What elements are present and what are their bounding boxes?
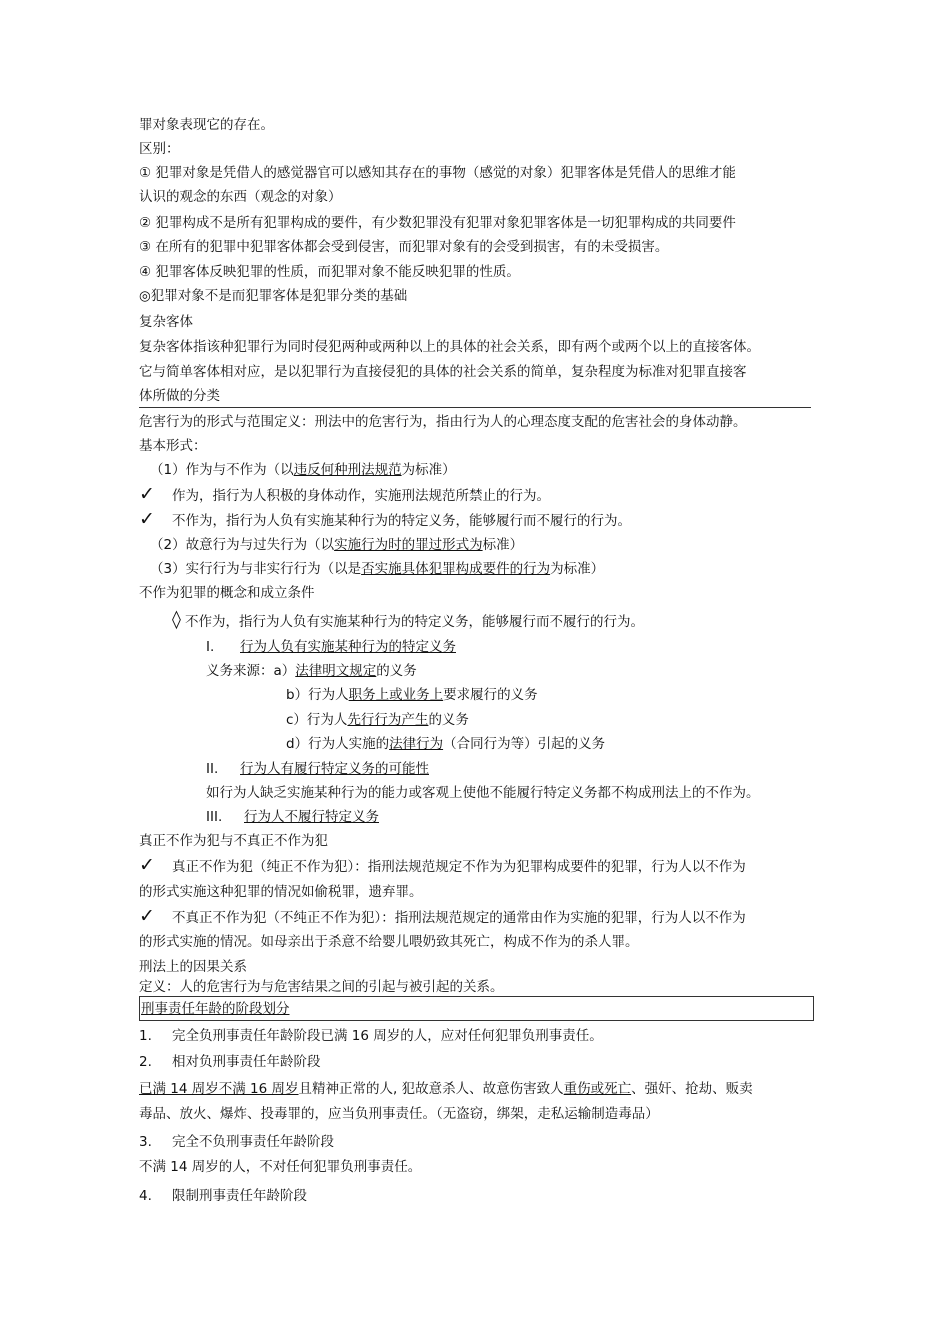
- text-line: ② 犯罪构成不是所有犯罪构成的要件，有少数犯罪没有犯罪对象犯罪客体是一切犯罪构成的共同要件: [139, 215, 736, 231]
- diamond-icon: ◊: [172, 609, 181, 630]
- text-line: 已满 14 周岁不满 16 周岁且精神正常的人, 犯故意杀人、故意伤害致人重伤或死亡、强奸、抢劫、贩卖: [139, 1081, 753, 1097]
- checkmark-icon: ✓: [139, 483, 155, 505]
- text-line: （1）作为与不作为（以违反何种刑法规范为标准）: [150, 462, 456, 478]
- text-line: 罪对象表现它的存在。: [139, 117, 274, 133]
- text-line: 真正不作为犯（纯正不作为犯）：指刑法规范规定不作为为犯罪构成要件的犯罪，行为人以不作为: [172, 859, 746, 875]
- text-line: 不满 14 周岁的人，不对任何犯罪负刑事责任。: [139, 1159, 422, 1175]
- text-line: 的形式实施这种犯罪的情况如偷税罪，遗弃罪。: [139, 884, 423, 900]
- list-item: 相对负刑事责任年龄阶段: [172, 1054, 321, 1070]
- list-marker: II.: [206, 761, 219, 777]
- text-line: c）行为人先行行为产生的义务: [286, 712, 469, 728]
- checkmark-icon: ✓: [139, 508, 155, 530]
- section-heading: 不作为犯罪的概念和成立条件: [139, 585, 315, 601]
- section-heading: 刑事责任年龄的阶段划分: [141, 1001, 290, 1017]
- list-item: 限制刑事责任年龄阶段: [172, 1188, 307, 1204]
- section-heading: 复杂客体: [139, 314, 193, 330]
- text-line: 义务来源：a）法律明文规定的义务: [206, 663, 417, 679]
- text-line: 作为，指行为人积极的身体动作，实施刑法规范所禁止的行为。: [172, 488, 550, 504]
- list-item: 完全负刑事责任年龄阶段已满 16 周岁的人，应对任何犯罪负刑事责任。: [172, 1028, 603, 1044]
- text-line: ◎犯罪对象不是而犯罪客体是犯罪分类的基础: [139, 288, 408, 304]
- text-line: 它与简单客体相对应，是以犯罪行为直接侵犯的具体的社会关系的简单，复杂程度为标准对犯罪直接客: [139, 364, 747, 380]
- list-marker: III.: [206, 809, 223, 825]
- list-item: 完全不负刑事责任年龄阶段: [172, 1134, 334, 1150]
- section-heading: 真正不作为犯与不真正不作为犯: [139, 833, 328, 849]
- text-line: （2）故意行为与过失行为（以实施行为时的罪过形式为标准）: [150, 537, 524, 553]
- text-line: 区别：: [139, 141, 180, 157]
- divider: [139, 407, 811, 408]
- text-line: 复杂客体指该种犯罪行为同时侵犯两种或两种以上的具体的社会关系，即有两个或两个以上的直接客体。: [139, 339, 760, 355]
- text-line: 不真正不作为犯（不纯正不作为犯）：指刑法规范规定的通常由作为实施的犯罪，行为人以不作为: [172, 910, 746, 926]
- list-marker: 3.: [139, 1134, 152, 1150]
- text-line: ③ 在所有的犯罪中犯罪客体都会受到侵害，而犯罪对象有的会受到损害，有的未受损害。: [139, 239, 669, 255]
- text-line: ④ 犯罪客体反映犯罪的性质，而犯罪对象不能反映犯罪的性质。: [139, 264, 520, 280]
- checkmark-icon: ✓: [139, 854, 155, 876]
- text-line: 的形式实施的情况。如母亲出于杀意不给婴儿喂奶致其死亡，构成不作为的杀人罪。: [139, 934, 639, 950]
- list-item: 行为人有履行特定义务的可能性: [240, 761, 429, 777]
- text-line: 不作为，指行为人负有实施某种行为的特定义务，能够履行而不履行的行为。: [172, 513, 631, 529]
- list-marker: 2.: [139, 1054, 152, 1070]
- text-line: 不作为，指行为人负有实施某种行为的特定义务，能够履行而不履行的行为。: [185, 614, 644, 630]
- text-line: 毒品、放火、爆炸、投毒罪的，应当负刑事责任。（无盗窃，绑架，走私运输制造毒品）: [139, 1106, 659, 1122]
- text-line: 危害行为的形式与范围定义：刑法中的危害行为，指由行为人的心理态度支配的危害社会的身体动静。: [139, 414, 747, 430]
- text-line: b）行为人职务上或业务上要求履行的义务: [286, 687, 538, 703]
- list-item: 行为人不履行特定义务: [244, 809, 379, 825]
- list-marker: 1.: [139, 1028, 152, 1044]
- text-line: ① 犯罪对象是凭借人的感觉器官可以感知其存在的事物（感觉的对象）犯罪客体是凭借人的思维才能: [139, 165, 736, 181]
- section-heading: 刑法上的因果关系: [139, 959, 247, 975]
- checkmark-icon: ✓: [139, 905, 155, 927]
- text-line: （3）实行行为与非实行行为（以是否实施具体犯罪构成要件的行为为标准）: [150, 561, 605, 577]
- text-line: d）行为人实施的法律行为（合同行为等）引起的义务: [286, 736, 606, 752]
- list-item: 行为人负有实施某种行为的特定义务: [240, 639, 456, 655]
- text-line: 如行为人缺乏实施某种行为的能力或客观上使他不能履行特定义务都不构成刑法上的不作为。: [206, 785, 760, 801]
- text-line: 认识的观念的东西（观念的对象）: [139, 189, 342, 205]
- text-line: 基本形式：: [139, 438, 207, 454]
- list-marker: 4.: [139, 1188, 152, 1204]
- text-line: 体所做的分类: [139, 388, 220, 404]
- list-marker: I.: [206, 639, 215, 655]
- text-line: 定义：人的危害行为与危害结果之间的引起与被引起的关系。: [139, 979, 504, 995]
